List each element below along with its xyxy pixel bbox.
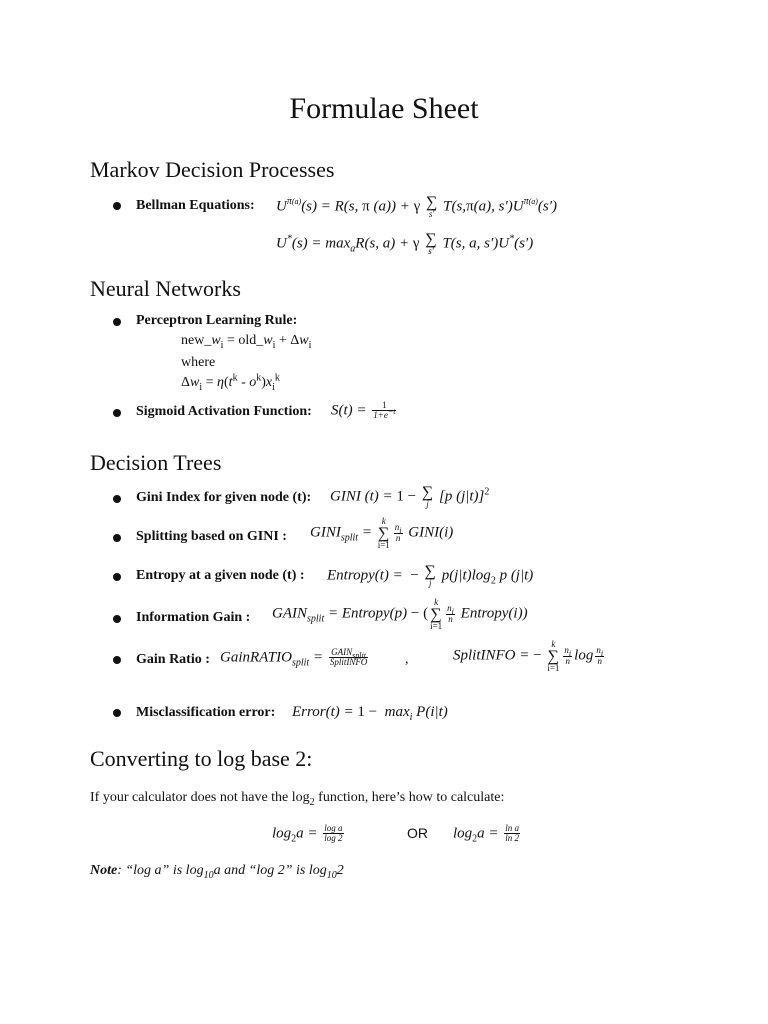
- log2-conversion-formula-1: $\log_2a$ = $\frac{\text{log a}}{\log 2}$: [272, 823, 343, 845]
- bellman-equation-2: $U^*(s) = \max_aR(s$, a) + γ ∑ s′ T(s, a, s′)U*(s′): [276, 231, 534, 257]
- bullet-icon: [113, 656, 121, 664]
- note-end: 2: [336, 863, 344, 878]
- log-intro-sub: 2: [309, 796, 315, 808]
- info-gain-formula: $GAIN_{split}$ = Entropy(p) − ( k ∑ i=1 $\frac{n_i}{n}$ Entropy(i)): [272, 597, 528, 631]
- split-info-formula: SplitINFO = − k ∑ i=1 $\frac{n_i}{n}$ log $\frac{n_i}{n}$: [453, 639, 604, 673]
- split-gini-label: Splitting based on GINI :: [136, 529, 287, 544]
- note-text: : “log a” is log: [117, 863, 204, 878]
- perceptron-label: Perceptron Learning Rule:: [136, 313, 298, 328]
- section-heading-log: Converting to log base 2:: [90, 746, 313, 771]
- note-mid: a and “log 2” is log: [213, 863, 327, 878]
- log-intro-text: [90, 790, 504, 806]
- misclass-formula: Error(t) = $1 - \max_i P(i|t)$: [292, 704, 448, 723]
- bullet-icon: [113, 202, 121, 210]
- page-title: Formulae Sheet: [289, 92, 479, 125]
- note-sub-2: 10: [326, 869, 337, 881]
- bullet-icon: [113, 495, 121, 503]
- split-gini-formula: $GINI_{split}$ = k ∑ i=1 $\frac{n_i}{n}$ GINI(i): [310, 516, 454, 550]
- bellman-equation-1: $U^{\pi(a)}(s) = R(s$, π (a)) + γ ∑ s′ T(s,π(a), $s')U^{\pi(a)}(s')$: [276, 194, 558, 220]
- log2-conversion-formula-2: $\log_2a$ = $\frac{\text{ln a}}{\ln 2}$: [453, 823, 520, 845]
- bullet-icon: [113, 409, 121, 417]
- where-text: where: [181, 355, 216, 370]
- sigmoid-formula: S(t) = $\frac{1}{1+e^{-t}}$: [331, 400, 396, 421]
- or-text: OR: [407, 825, 428, 841]
- section-heading-mdp: Markov Decision Processes: [90, 157, 335, 182]
- perceptron-update-rule: $new\_w_i$ = $old\_w_i + \Delta w_i$: [181, 333, 312, 351]
- section-heading-nn: Neural Networks: [90, 276, 241, 301]
- bullet-icon: [113, 709, 121, 717]
- log-intro-post: function, here’s how to calculate:: [314, 790, 505, 805]
- bullet-icon: [113, 615, 121, 623]
- bullet-icon: [113, 573, 121, 581]
- info-gain-label: Information Gain :: [136, 610, 251, 625]
- bellman-label: Bellman Equations:: [136, 198, 255, 213]
- entropy-formula: Entropy(t) = − ∑ j $p(j|t)\log_2$ p (j|t): [327, 563, 534, 589]
- gain-ratio-label: Gain Ratio :: [136, 652, 210, 667]
- section-heading-dt: Decision Trees: [90, 450, 222, 475]
- weight-delta-formula: $\Delta w_i = \eta(t^k - o^k)x_i^k$: [181, 372, 280, 393]
- bullet-icon: [113, 534, 121, 542]
- gain-ratio-formula: GainRATIO$_{split}$ = $\frac{GAIN_{split}}{\text{SplitINFO}}$: [220, 647, 368, 669]
- comma-separator: ,: [405, 652, 409, 667]
- sigmoid-label: Sigmoid Activation Function:: [136, 404, 312, 419]
- misclass-label: Misclassification error:: [136, 705, 276, 720]
- entropy-label: Entropy at a given node (t) :: [136, 568, 305, 583]
- note-sub-1: 10: [203, 869, 214, 881]
- gini-formula: GINI (t) = 1 − ∑ j [p (j|t)]$^2$: [330, 484, 490, 510]
- gini-label: Gini Index for given node (t):: [136, 490, 312, 505]
- note-label: Note: [90, 863, 118, 878]
- note-line: [90, 863, 344, 879]
- log-intro-pre: If your calculator does not have the log: [90, 790, 310, 805]
- bullet-icon: [113, 318, 121, 326]
